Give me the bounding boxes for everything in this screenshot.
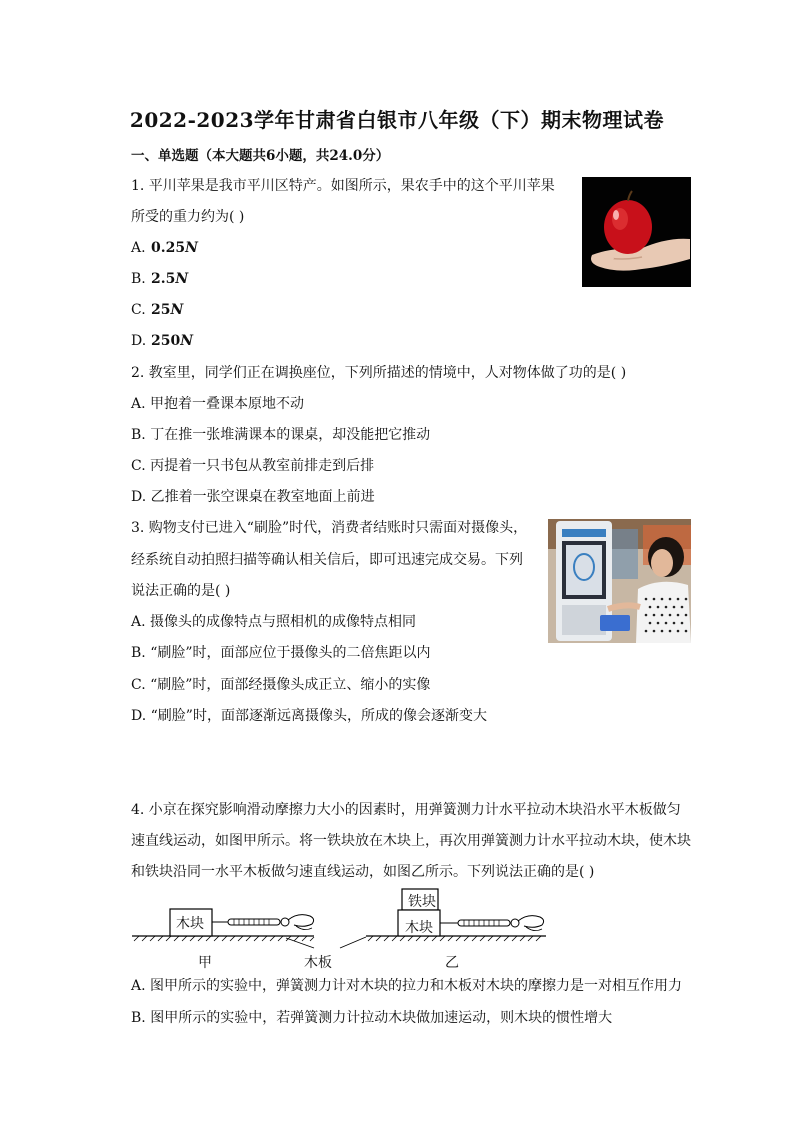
- question-1-option-b: [131, 269, 188, 289]
- page-title: 2022-2023学年甘肃省白银市八年级（下）期末物理试卷: [129, 108, 665, 132]
- question-4-line-1: 4. 小京在探究影响滑动摩擦力大小的因素时，用弹簧测力计水平拉动木块沿水平木板做匀: [131, 802, 681, 818]
- question-3-line-3: 说法正确的是( ): [131, 583, 231, 599]
- option-value: 250: [151, 333, 181, 349]
- question-3-option-a: A. 摄像头的成像特点与照相机的成像特点相同: [131, 614, 417, 630]
- option-unit: N: [180, 333, 194, 349]
- question-2-option-c: C. 丙提着一只书包从教室前排走到后排: [131, 458, 375, 474]
- apple-in-hand-illustration: [582, 177, 691, 287]
- option-value: 2.5: [151, 271, 176, 287]
- question-4-line-2: 速直线运动，如图甲所示。将一铁块放在木块上，再次用弹簧测力计水平拉动木块，使木块: [131, 833, 691, 849]
- question-1-option-c: [131, 300, 183, 320]
- figure-label-b: 乙: [445, 955, 459, 971]
- question-4-line-3: 和铁块沿同一水平木板做匀速直线运动，如图乙所示。下列说法正确的是( ): [131, 864, 595, 880]
- figure-label-a: 甲: [198, 955, 212, 971]
- apple-in-hand-image: [582, 177, 691, 287]
- option-value: 0.25: [151, 240, 186, 256]
- option-letter: D.: [131, 333, 147, 349]
- question-3-option-b: B. “刷脸”时，面部应位于摄像头的二倍焦距以内: [131, 645, 431, 661]
- option-unit: N: [170, 302, 184, 318]
- section-heading: 一、单选题（本大题共6小题，共24.0分）: [131, 148, 390, 164]
- question-3-option-c: C. “刷脸”时，面部经摄像头成正立、缩小的实像: [131, 677, 431, 693]
- question-3-line-1: 3. 购物支付已进入“刷脸”时代，消费者结账时只需面对摄像头，: [131, 520, 528, 536]
- option-unit: N: [185, 240, 198, 256]
- question-2-option-b: B. 丁在推一张堆满课本的课桌，却没能把它推动: [131, 427, 431, 443]
- question-1-line-1: 1. 平川苹果是我市平川区特产。如图所示，果农手中的这个平川苹果: [131, 178, 555, 194]
- question-1-option-d: [131, 331, 193, 351]
- wood-block-right-label: 木块: [405, 920, 433, 936]
- iron-block-label: 铁块: [408, 894, 436, 910]
- option-letter: B.: [131, 271, 146, 287]
- face-payment-illustration: [548, 519, 691, 643]
- face-payment-image: [548, 519, 691, 643]
- option-letter: C.: [131, 302, 146, 318]
- option-unit: N: [175, 271, 189, 287]
- question-2-line-1: 2. 教室里，同学们正在调换座位，下列所描述的情境中，人对物体做了功的是( ): [131, 365, 627, 381]
- option-letter: A.: [131, 240, 146, 256]
- question-1-option-a: [131, 238, 198, 258]
- question-4-option-b: B. 图甲所示的实验中，若弹簧测力计拉动木块做加速运动，则木块的惯性增大: [131, 1010, 613, 1026]
- question-4-option-a: A. 图甲所示的实验中，弹簧测力计对木块的拉力和木板对木块的摩擦力是一对相互作用力: [131, 978, 683, 994]
- question-2-option-d: D. 乙推着一张空课桌在教室地面上前进: [131, 489, 375, 505]
- board-label: 木板: [304, 955, 332, 971]
- question-3-option-d: D. “刷脸”时，面部逐渐远离摄像头，所成的像会逐渐变大: [131, 708, 487, 724]
- question-1-line-2: 所受的重力约为( ): [131, 209, 245, 225]
- option-value: 25: [151, 302, 171, 318]
- question-3-line-2: 经系统自动拍照扫描等确认相关信后，即可迅速完成交易。下列: [131, 552, 523, 568]
- wood-block-left-label: 木块: [176, 916, 204, 932]
- question-2-option-a: A. 甲抱着一叠课本原地不动: [131, 396, 305, 412]
